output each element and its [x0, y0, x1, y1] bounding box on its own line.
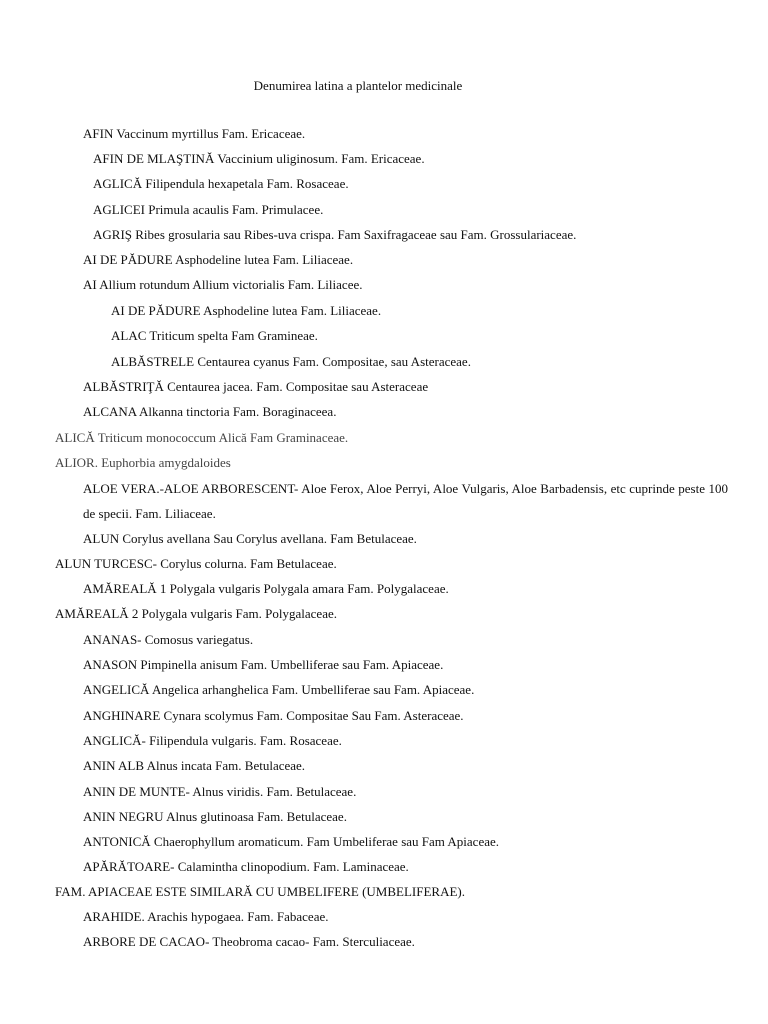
latin-name: Arachis hypogaea. Fam. Fabaceae. [147, 909, 329, 924]
plant-name: ARBORE DE CACAO- [83, 934, 210, 949]
plant-name: FAM. APIACEAE ESTE SIMILARĂ CU UMBELIFERE (UMBELIFERAE). [55, 884, 465, 899]
list-item [111, 328, 318, 344]
list-item [83, 708, 464, 724]
latin-name: Corylus colurna. Fam Betulaceae. [160, 556, 337, 571]
plant-name: ANANAS- [83, 632, 142, 647]
plant-name: APĂRĂTOARE- [83, 859, 175, 874]
plant-name: AGLICEI [93, 202, 145, 217]
list-item [83, 733, 342, 749]
plant-name: AI DE PĂDURE [111, 303, 201, 318]
plant-name: AMĂREALĂ 2 [55, 606, 139, 621]
latin-name: Theobroma cacao- Fam. Sterculiaceae. [212, 934, 415, 949]
plant-name: ANIN NEGRU [83, 809, 164, 824]
list-item [93, 176, 349, 192]
plant-name: AMĂREALĂ 1 [83, 581, 167, 596]
list-item [83, 277, 362, 293]
latin-name: Polygala vulgaris Fam. Polygalaceae. [141, 606, 337, 621]
latin-name: Alnus glutinoasa Fam. Betulaceae. [166, 809, 347, 824]
latin-name: Calamintha clinopodium. Fam. Laminaceae. [177, 859, 409, 874]
latin-name: Asphodeline lutea Fam. Liliaceae. [203, 303, 382, 318]
plant-name: AGLICĂ [93, 176, 143, 191]
plant-name: ANASON [83, 657, 138, 672]
latin-name: Aloe Ferox, Aloe Perryi, Aloe Vulgaris, Aloe Barbadensis, etc cuprinde peste 100 de specii. Fam. Liliaceae. [83, 481, 728, 521]
list-item [83, 632, 253, 648]
plant-name: ANGLICĂ- [83, 733, 146, 748]
plant-name: ALBĂSTRIŢĂ [83, 379, 164, 394]
latin-name: Angelica arhanghelica Fam. Umbelliferae sau Fam. Apiaceae. [151, 682, 475, 697]
latin-name: Alnus incata Fam. Betulaceae. [146, 758, 306, 773]
list-item [55, 556, 337, 572]
list-item [55, 455, 231, 471]
latin-name: Filipendula vulgaris. Fam. Rosaceae. [149, 733, 342, 748]
plant-name: ALUN TURCESC- [55, 556, 157, 571]
latin-name: Alnus viridis. Fam. Betulaceae. [192, 784, 357, 799]
list-item [111, 303, 381, 319]
list-item [83, 404, 336, 420]
plant-name: ANIN DE MUNTE- [83, 784, 190, 799]
list-item [111, 354, 471, 370]
latin-name: Ribes grosularia sau Ribes-uva crispa. Fam Saxifragaceae sau Fam. Grossulariaceae. [135, 227, 577, 242]
plant-name: AFIN [83, 126, 114, 141]
latin-name: Triticum spelta Fam Gramineae. [149, 328, 318, 343]
plant-name: AI DE PĂDURE [83, 252, 173, 267]
document-title: Denumirea latina a plantelor medicinale [253, 78, 463, 93]
list-item [83, 476, 728, 526]
latin-name: Alkanna tinctoria Fam. Boraginaceea. [139, 404, 337, 419]
latin-name: Centaurea cyanus Fam. Compositae, sau Asteraceae. [197, 354, 471, 369]
plant-name: ANIN ALB [83, 758, 145, 773]
list-item [83, 934, 415, 950]
latin-name: Corylus avellana Sau Corylus avellana. Fam Betulaceae. [122, 531, 417, 546]
list-item [93, 202, 323, 218]
plant-name: ALAC [111, 328, 147, 343]
plant-name: ALBĂSTRELE [111, 354, 195, 369]
plant-name: AI [83, 277, 97, 292]
list-item [55, 884, 465, 900]
latin-name: Vaccinum myrtillus Fam. Ericaceae. [116, 126, 306, 141]
list-item [83, 909, 329, 925]
plant-name: ALCANA [83, 404, 137, 419]
list-item [83, 809, 347, 825]
list-item [83, 657, 443, 673]
list-item [55, 430, 348, 446]
latin-name: Allium rotundum Allium victorialis Fam. Liliacee. [99, 277, 363, 292]
latin-name: Centaurea jacea. Fam. Compositae sau Asteraceae [167, 379, 429, 394]
latin-name: Chaerophyllum aromaticum. Fam Umbeliferae sau Fam Apiaceae. [153, 834, 500, 849]
latin-name: Comosus variegatus. [144, 632, 254, 647]
latin-name: Primula acaulis Fam. Primulacee. [148, 202, 324, 217]
plant-name: AGRIŞ [93, 227, 133, 242]
latin-name: Vaccinium uliginosum. Fam. Ericaceae. [217, 151, 425, 166]
plant-name: ANTONICĂ [83, 834, 151, 849]
latin-name: Polygala vulgaris Polygala amara Fam. Polygalaceae. [169, 581, 449, 596]
plant-name: AFIN DE MLAŞTINĂ [93, 151, 215, 166]
list-item [83, 379, 428, 395]
plant-name: ANGELICĂ [83, 682, 150, 697]
list-item [83, 859, 409, 875]
plant-name: ALIOR. [55, 455, 98, 470]
list-item [93, 227, 576, 243]
list-item [83, 784, 356, 800]
plant-name: ANGHINARE [83, 708, 161, 723]
plant-name: ALICĂ [55, 430, 95, 445]
list-item [83, 682, 474, 698]
plant-name: ARAHIDE. [83, 909, 145, 924]
latin-name: Cynara scolymus Fam. Compositae Sau Fam. Asteraceae. [163, 708, 464, 723]
plant-name: ALUN [83, 531, 120, 546]
list-item [83, 252, 353, 268]
list-item [83, 531, 417, 547]
latin-name: Pimpinella anisum Fam. Umbelliferae sau Fam. Apiaceae. [140, 657, 444, 672]
list-item [55, 606, 337, 622]
list-item [83, 834, 499, 850]
latin-name: Triticum monococcum Alică Fam Graminaceae. [97, 430, 349, 445]
plant-name: ALOE VERA.-ALOE ARBORESCENT- [83, 481, 299, 496]
list-item [93, 151, 425, 167]
list-item [83, 126, 305, 142]
latin-name: Asphodeline lutea Fam. Liliaceae. [175, 252, 354, 267]
latin-name: Filipendula hexapetala Fam. Rosaceae. [145, 176, 349, 191]
list-item [83, 581, 449, 597]
list-item [83, 758, 305, 774]
latin-name: Euphorbia amygdaloides [101, 455, 231, 470]
